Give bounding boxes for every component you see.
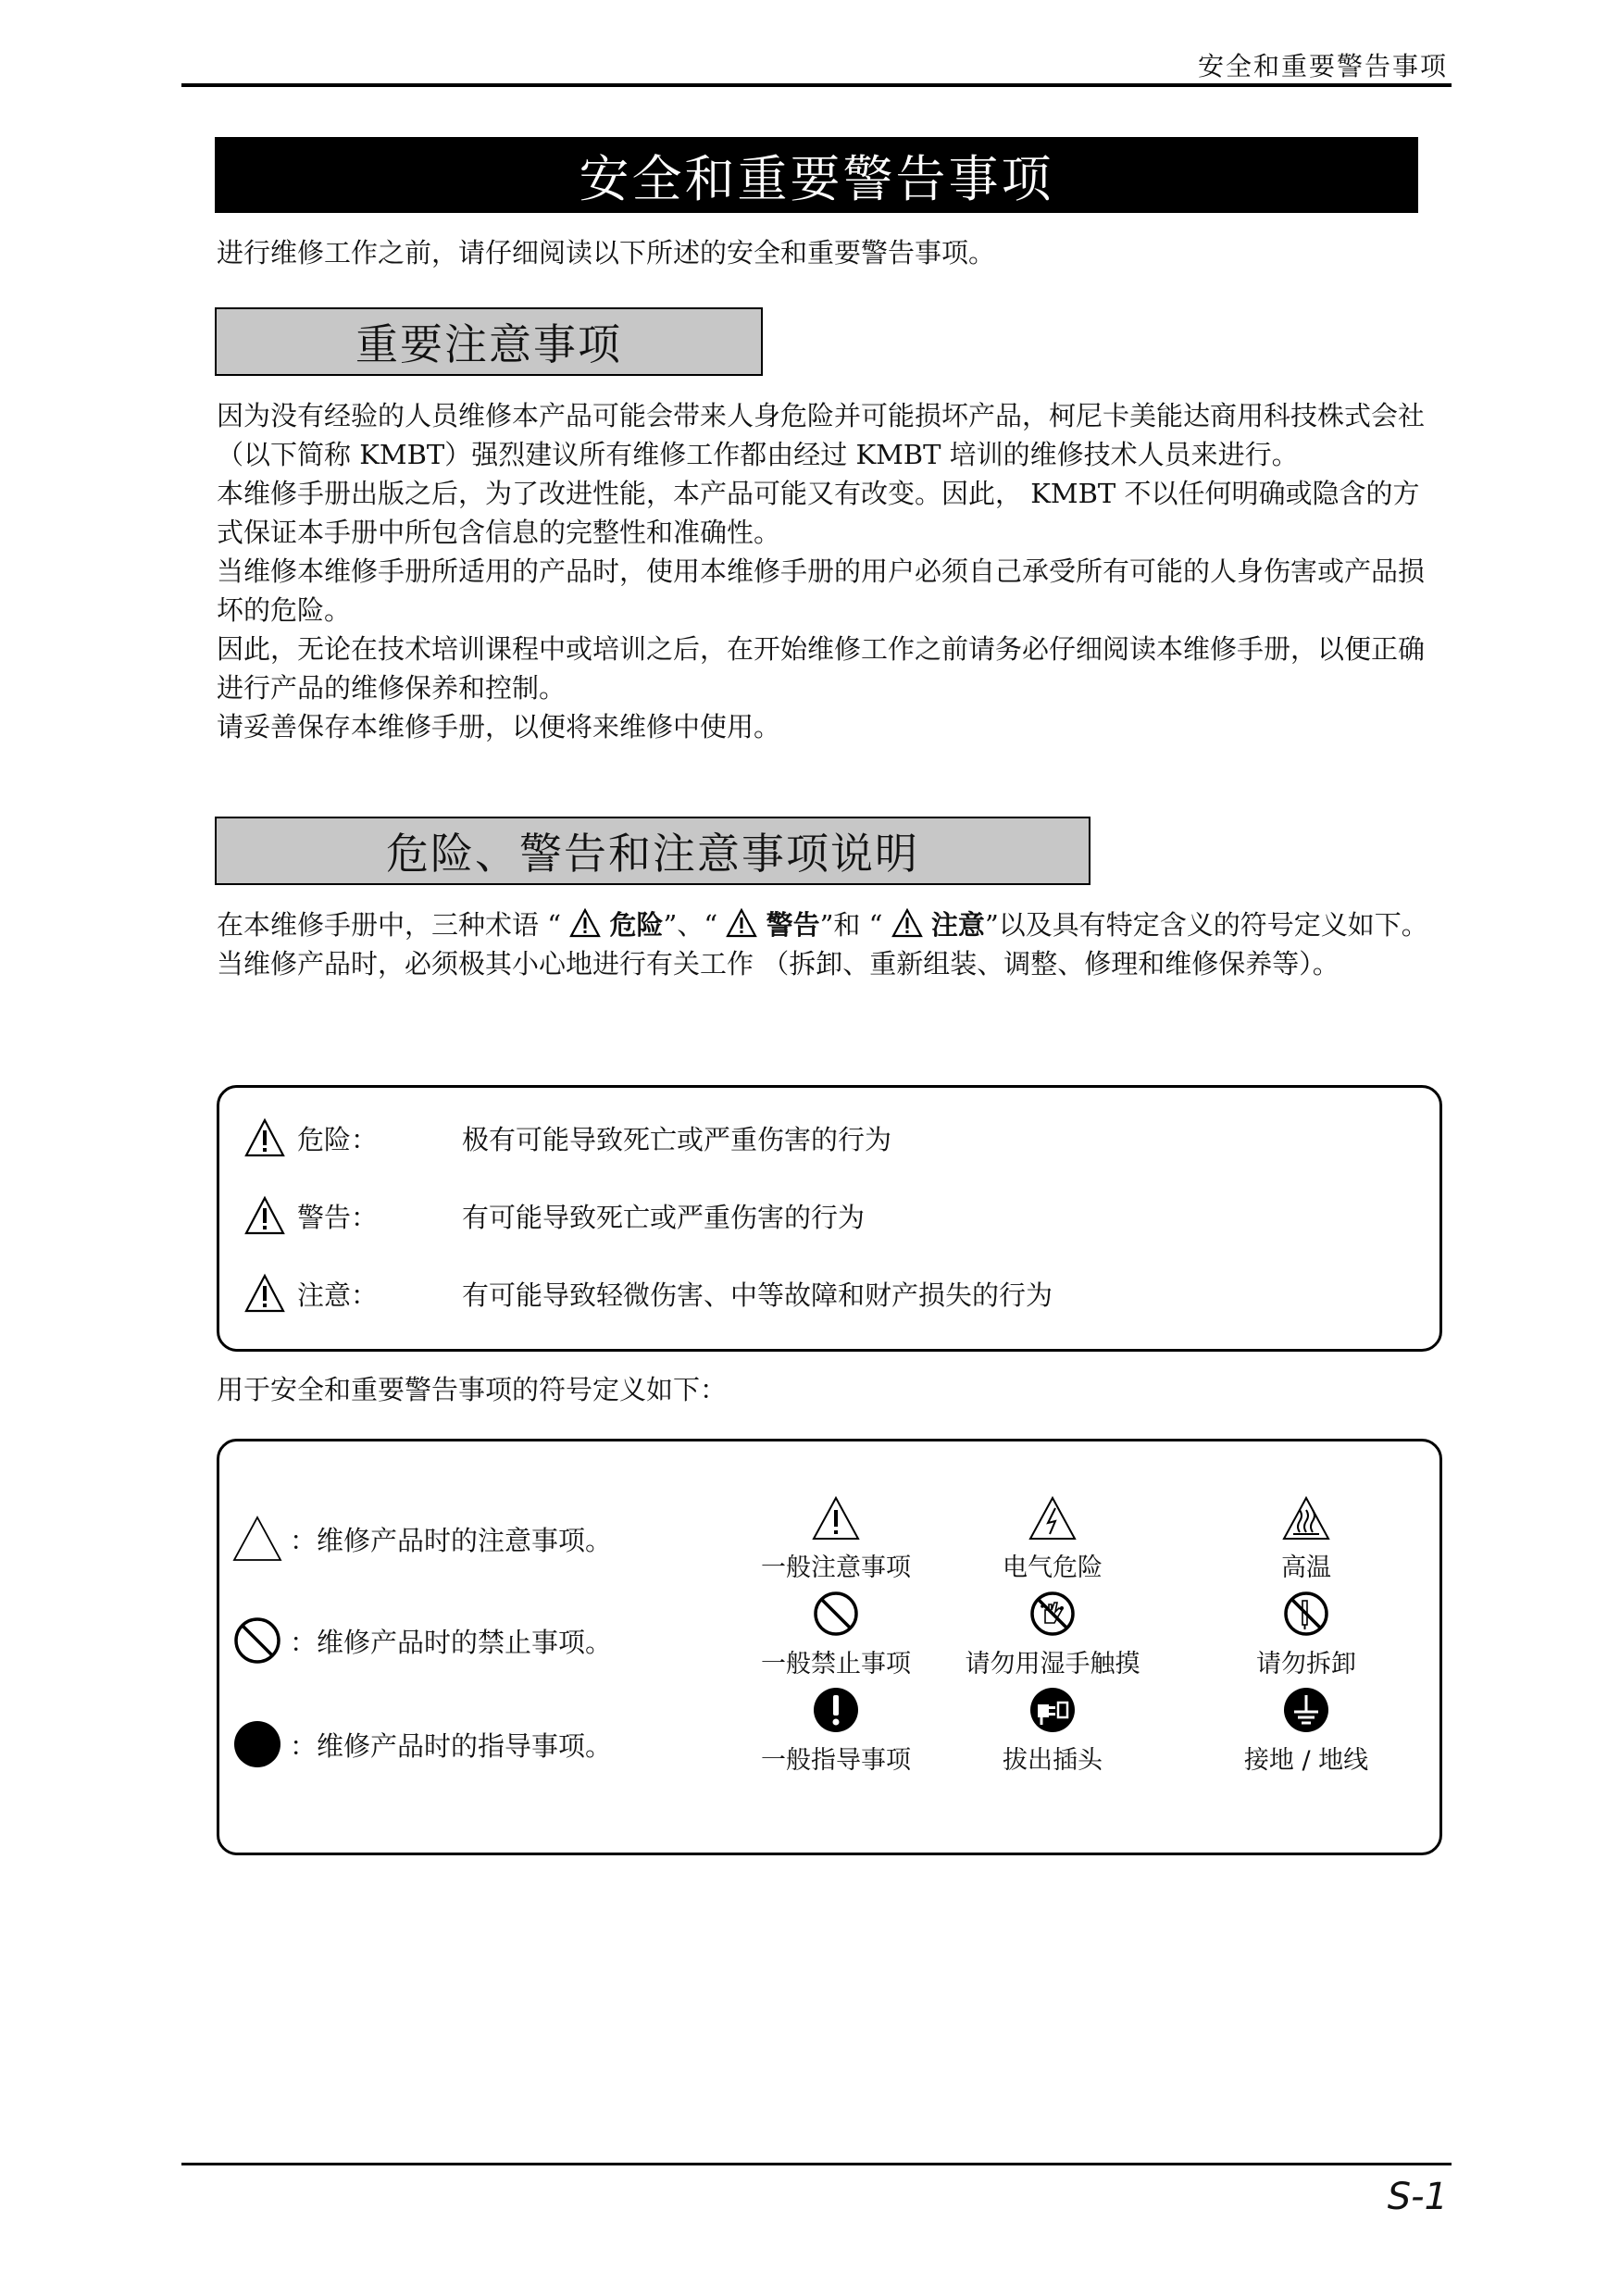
high-temperature-icon — [1281, 1495, 1331, 1541]
signal-word-box — [217, 1085, 1442, 1352]
sentence-separator: ”和 “ — [819, 909, 883, 941]
term-caution: 注意 — [930, 909, 985, 941]
symbol-general-prohibition — [725, 1590, 947, 1679]
section1-paragraph: 当维修本维修手册所适用的产品时，使用本维修手册的用户必须自己承受所有可能的人身伤害或产品损坏的危险。 — [217, 555, 1426, 626]
signal-description: 有可能导致死亡或严重伤害的行为 — [462, 1201, 866, 1233]
symbol-label: 请勿用湿手触摸 — [965, 1650, 1140, 1678]
symbol-label: 高温 — [1281, 1554, 1331, 1582]
general-prohibition-icon — [812, 1590, 860, 1638]
symbol-electrical-hazard — [941, 1495, 1164, 1583]
symbol-no-wet-hands — [941, 1590, 1164, 1679]
symbol-label: 请勿拆卸 — [1256, 1650, 1356, 1678]
symbol-intro: 用于安全和重要警告事项的符号定义如下： — [217, 1374, 728, 1405]
signal-word: 警告： — [297, 1201, 379, 1233]
symbol-category-label: ：维修产品时的注意事项。 — [290, 1524, 613, 1556]
triangle-outline-icon — [232, 1516, 282, 1562]
signal-row-danger — [243, 1110, 891, 1166]
signal-word: 注意： — [297, 1279, 379, 1311]
no-disassembly-icon — [1282, 1590, 1330, 1638]
prohibition-circle-icon — [232, 1616, 282, 1666]
section2-body — [217, 905, 1439, 983]
symbol-category-prohibition — [232, 1616, 612, 1666]
section1-paragraph: 因为没有经验的人员维修本产品可能会带来人身危险并可能损坏产品，柯尼卡美能达商用科技株式会社 （以下简称 KMBT）强烈建议所有维修工作都由经过 KMBT 培训的维修技术人员来进行。 — [217, 400, 1426, 470]
ground-icon — [1282, 1686, 1330, 1734]
no-wet-hands-icon — [1028, 1590, 1077, 1638]
warning-triangle-icon — [243, 1117, 286, 1158]
sentence-prefix: 在本维修手册中，三种术语 “ — [217, 909, 562, 941]
symbol-label: 一般禁止事项 — [761, 1650, 911, 1678]
warning-triangle-icon — [243, 1273, 286, 1314]
warning-triangle-icon — [726, 908, 757, 938]
general-instruction-icon — [812, 1686, 860, 1734]
page-title: 安全和重要警告事项 — [215, 137, 1418, 213]
symbol-label: 一般注意事项 — [761, 1554, 911, 1582]
sentence-suffix: ”以及具有特定含义的符号定义如下。 — [984, 909, 1428, 941]
symbol-category-caution — [232, 1516, 612, 1562]
signal-row-warning — [243, 1188, 865, 1243]
section1-paragraph: 本维修手册出版之后，为了改进性能，本产品可能又有改变。因此， KMBT 不以任何明确或隐含的方式保证本手册中所包含信息的完整性和准确性。 — [217, 478, 1420, 548]
footer-rule — [181, 2163, 1452, 2165]
signal-term-sentence — [217, 905, 1439, 944]
symbol-label: 电气危险 — [1003, 1554, 1103, 1582]
section-heading-signal-words: 危险、警告和注意事项说明 — [215, 817, 1090, 885]
symbol-label: 接地 / 地线 — [1243, 1746, 1369, 1775]
symbol-unplug — [941, 1686, 1164, 1776]
filled-circle-icon — [232, 1719, 282, 1769]
unplug-icon — [1028, 1686, 1077, 1734]
signal-description: 有可能导致轻微伤害、中等故障和财产损失的行为 — [462, 1279, 1053, 1311]
symbol-category-instruction — [232, 1719, 612, 1769]
term-danger: 危险 — [609, 909, 664, 941]
sentence-separator: ”、“ — [663, 909, 718, 941]
intro-text: 进行维修工作之前，请仔细阅读以下所述的安全和重要警告事项。 — [217, 237, 996, 268]
symbol-category-label: ：维修产品时的指导事项。 — [290, 1729, 613, 1762]
signal-row-caution — [243, 1266, 1053, 1321]
general-caution-icon — [811, 1495, 861, 1541]
symbol-label: 拔出插头 — [1003, 1746, 1103, 1775]
symbol-general-instruction — [725, 1686, 947, 1776]
running-header: 安全和重要警告事项 — [1197, 51, 1448, 81]
care-sentence: 当维修产品时，必须极其小心地进行有关工作 （拆卸、重新组装、调整、修理和维修保养等）。 — [217, 948, 1340, 980]
electrical-hazard-icon — [1028, 1495, 1078, 1541]
symbol-label: 一般指导事项 — [761, 1746, 911, 1775]
symbol-definition-box — [217, 1439, 1442, 1855]
warning-triangle-icon — [569, 908, 601, 938]
signal-description: 极有可能导致死亡或严重伤害的行为 — [462, 1123, 892, 1155]
symbol-high-temperature — [1195, 1495, 1417, 1583]
section-heading-important-notes: 重要注意事项 — [215, 307, 763, 376]
warning-triangle-icon — [243, 1195, 286, 1236]
symbol-general-caution — [725, 1495, 947, 1583]
warning-triangle-icon — [891, 908, 923, 938]
term-warning: 警告 — [766, 909, 820, 941]
signal-word: 危险： — [297, 1123, 379, 1155]
symbol-category-label: ：维修产品时的禁止事项。 — [290, 1626, 613, 1658]
header-rule — [181, 83, 1452, 87]
section1-paragraph: 因此，无论在技术培训课程中或培训之后，在开始维修工作之前请务必仔细阅读本维修手册，以便正确进行产品的维修保养和控制。 — [217, 633, 1426, 704]
section1-paragraph: 请妥善保存本维修手册，以便将来维修中使用。 — [217, 711, 781, 742]
symbol-no-disassembly — [1195, 1590, 1417, 1679]
section1-body — [217, 396, 1439, 746]
symbol-ground — [1195, 1686, 1417, 1776]
page-number: S-1 — [1387, 2176, 1448, 2218]
